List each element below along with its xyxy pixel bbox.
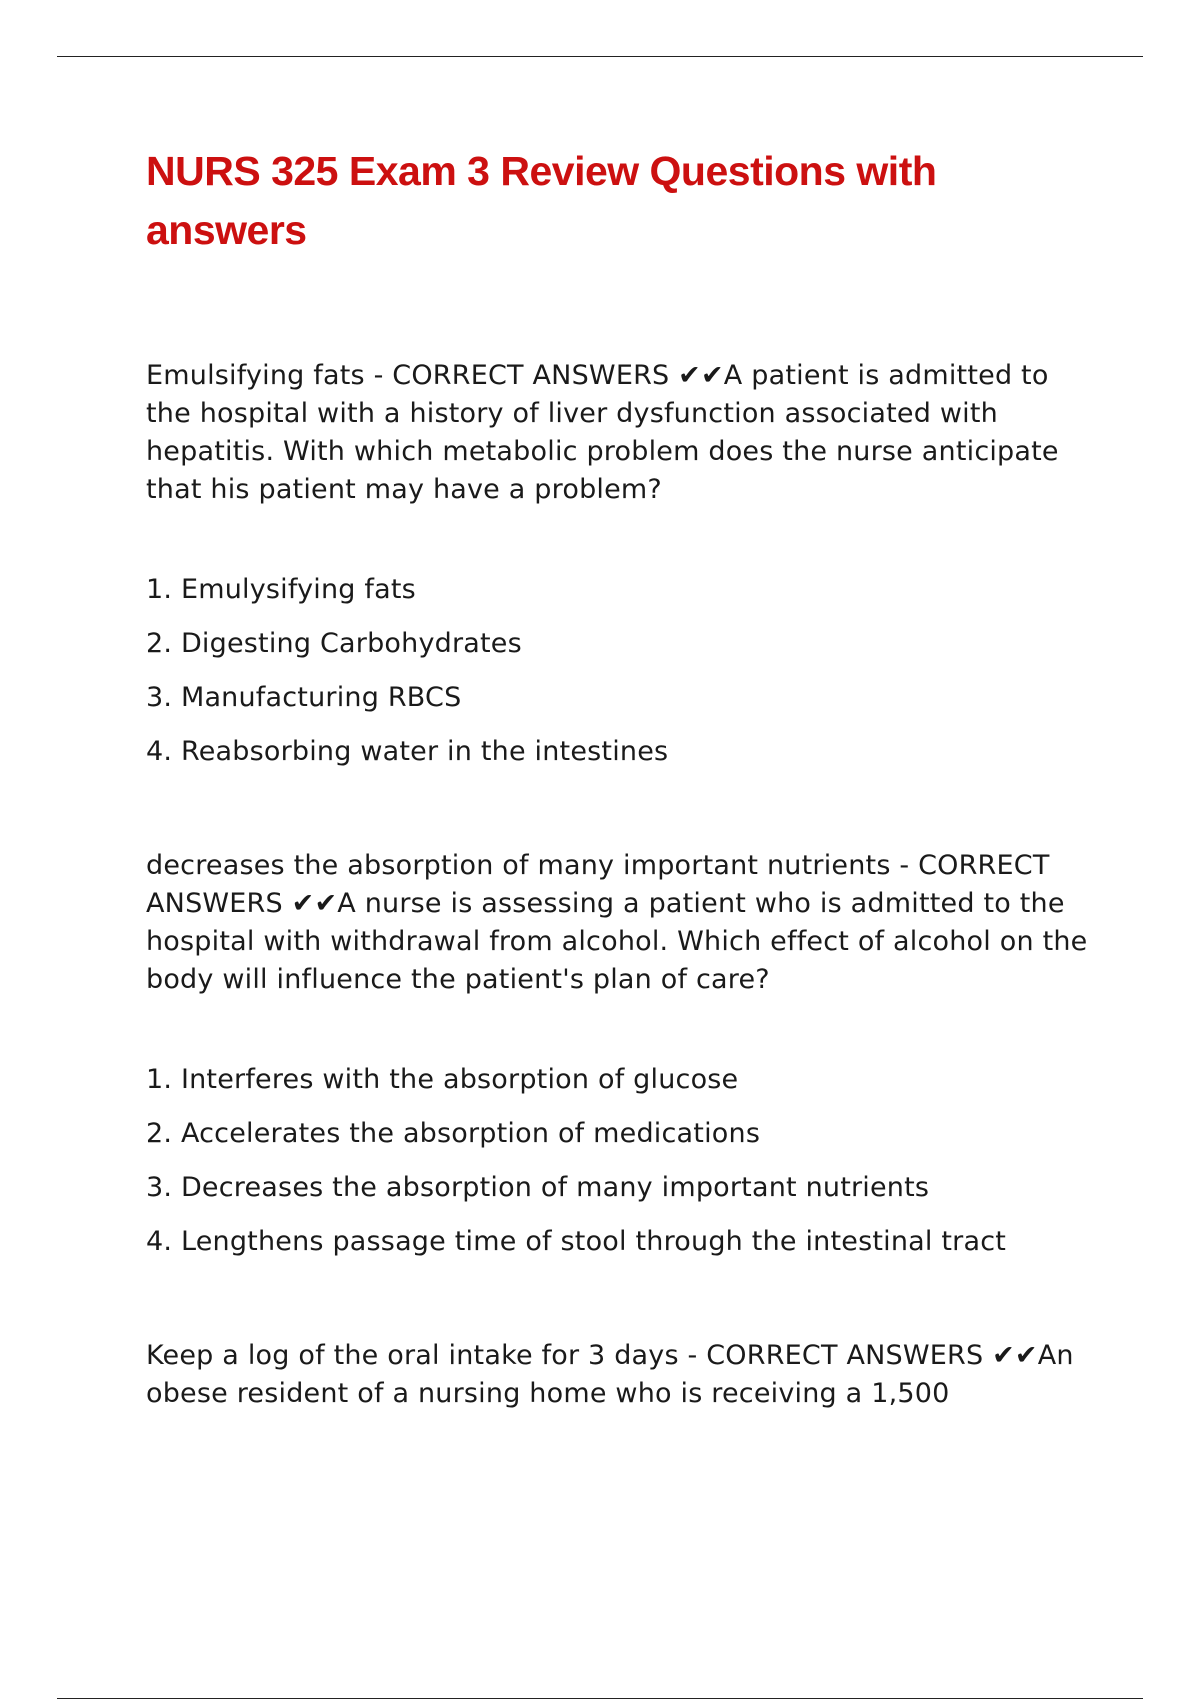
question-text: Emulsifying fats - CORRECT ANSWERS ✔✔A patient is admitted to the hospital with a history of liver dysfunction associated with hepatitis. With which metabolic problem does the nurse anticipate that his patient may have a problem?	[146, 360, 1059, 505]
answer-option: 1. Interferes with the absorption of glucose	[146, 1064, 739, 1095]
answer-option: 2. Digesting Carbohydrates	[146, 628, 522, 659]
answer-option: 2. Accelerates the absorption of medications	[146, 1118, 761, 1149]
answer-options-list	[146, 571, 1106, 771]
question-text: decreases the absorption of many important nutrients - CORRECT ANSWERS ✔✔A nurse is assessing a patient who is admitted to the hospital with withdrawal from alcohol. Which effect of alcohol on the body will influence the patient's plan of care?	[146, 850, 1088, 995]
document-body	[146, 142, 1106, 1413]
question-text: Keep a log of the oral intake for 3 days - CORRECT ANSWERS ✔✔An obese resident of a nursing home who is receiving a 1,500	[146, 1340, 1074, 1409]
answer-option: 4. Lengthens passage time of stool through the intestinal tract	[146, 1226, 1007, 1257]
answer-option: 3. Manufacturing RBCS	[146, 682, 462, 713]
answer-option: 3. Decreases the absorption of many important nutrients	[146, 1172, 930, 1203]
answer-option: 1. Emulysifying fats	[146, 574, 416, 605]
answer-option: 4. Reabsorbing water in the intestines	[146, 736, 669, 767]
header-rule	[57, 56, 1143, 57]
footer-rule	[57, 1698, 1143, 1699]
answer-options-list	[146, 1061, 1106, 1261]
document-title: NURS 325 Exam 3 Review Questions with answers	[146, 148, 937, 253]
